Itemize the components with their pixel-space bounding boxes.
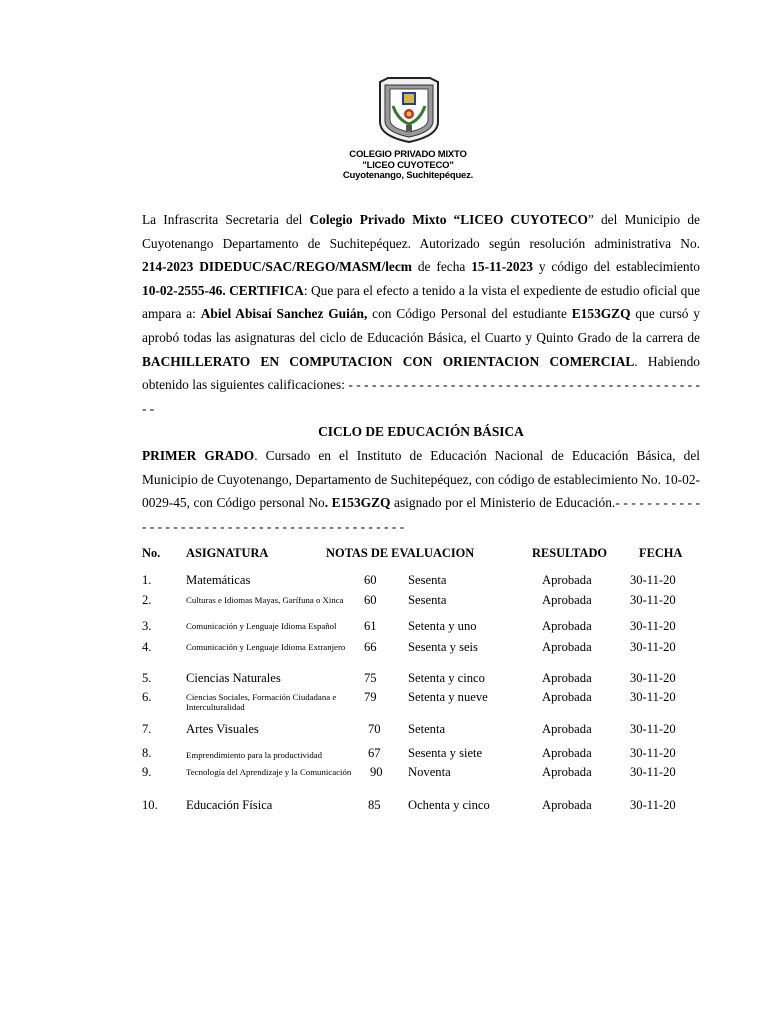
row-result: Aprobada (542, 722, 592, 736)
establishment-code: 10-02-2555-46. CERTIFICA (142, 282, 304, 298)
row-result: Aprobada (542, 573, 592, 587)
row-grade: 90 (370, 765, 383, 779)
row-date: 30-11-20 (630, 593, 676, 607)
row-date: 30-11-20 (630, 746, 676, 760)
school-full-name: Colegio Privado Mixto “LICEO CUYOTECO (309, 212, 588, 227)
table-row (142, 690, 702, 714)
school-name: COLEGIO PRIVADO MIXTO (349, 149, 467, 160)
grade-text: . Cursado en el Instituto de Educación Nacional de Educación Básica, del Municipio de Cuyotenango, Departamento de Suchitepéquez, con código de establecimiento No. 10-02-0029-45, con Código personal No (142, 447, 700, 511)
row-subject: Comunicación y Lenguaje Idioma Extranjero (186, 642, 346, 652)
row-grade: 75 (364, 671, 377, 685)
row-grade: 79 (364, 690, 377, 704)
intro-paragraph (142, 208, 700, 420)
row-subject: Ciencias Sociales, Formación Ciudadana e Interculturalidad (186, 692, 337, 712)
row-result: Aprobada (542, 798, 592, 812)
row-grade-words: Sesenta y siete (408, 746, 483, 760)
row-result: Aprobada (542, 593, 592, 607)
school-location: Cuyotenango, Suchitepéquez. (342, 170, 474, 181)
row-grade-words: Sesenta y seis (408, 640, 478, 654)
intro-text: de fecha (411, 259, 472, 275)
row-grade-words: Setenta (408, 722, 446, 736)
row-result: Aprobada (542, 746, 592, 760)
school-crest-logo (376, 76, 442, 144)
row-date: 30-11-20 (630, 573, 676, 587)
row-grade: 70 (368, 722, 381, 736)
row-date: 30-11-20 (630, 640, 676, 654)
row-grade: 61 (364, 619, 377, 633)
student-code: E153GZQ (571, 306, 631, 322)
row-grade-words: Sesenta (408, 573, 447, 587)
resolution-number: 214-2023 DIDEDUC/SAC/REGO/MASM/lecm (142, 259, 412, 275)
row-number: 9. (142, 765, 152, 779)
row-number: 8. (142, 746, 152, 760)
certificate-body (142, 208, 700, 538)
row-date: 30-11-20 (630, 619, 676, 633)
table-row (142, 593, 702, 617)
row-grade: 67 (368, 746, 381, 760)
row-result: Aprobada (542, 765, 592, 779)
resolution-date: 15-11-2023 (471, 259, 533, 275)
school-alias: "LICEO CUYOTECO" (362, 159, 454, 171)
row-grade-words: Setenta y nueve (408, 690, 488, 704)
row-date: 30-11-20 (630, 798, 676, 812)
grade-level: PRIMER GRADO (142, 447, 255, 463)
intro-text: : Que para el efecto a tenido a la vista el expediente de estudio oficial que ampara a: (142, 282, 701, 322)
intro-text: . Habiendo obtenido las siguientes calificaciones: - - - - - - - - - - - - - - - - - - - - - - - - - - - - - - - - - - - - - - - - - - - - - - - (142, 353, 700, 416)
row-number: 10. (142, 798, 158, 812)
row-grade-words: Setenta y cinco (408, 671, 485, 685)
row-grade-words: Setenta y uno (408, 619, 477, 633)
intro-text: ” del Municipio de Cuyotenango Departamento de Suchitepéquez. Autorizado según resolución administrativa No. (142, 212, 700, 251)
row-number: 7. (142, 722, 152, 736)
row-number: 5. (142, 671, 152, 685)
header-result: RESULTADO (532, 546, 608, 560)
row-subject: Emprendimiento para la productividad (186, 750, 323, 760)
row-grade-words: Ochenta y cinco (408, 798, 490, 812)
row-subject: Ciencias Naturales (186, 671, 281, 685)
school-header (0, 150, 768, 182)
table-row (142, 765, 702, 789)
intro-text: con Código Personal del estudiante (367, 306, 572, 322)
row-subject: Artes Visuales (186, 722, 259, 736)
header-no: No. (142, 546, 161, 560)
row-grade-words: Sesenta (408, 593, 447, 607)
intro-text: que cursó y aprobó todas las asignaturas del ciclo de Educación Básica, el Cuarto y Quinto Grado de la carrera de (142, 306, 701, 345)
row-grade: 60 (364, 573, 377, 587)
row-subject: Tecnología del Aprendizaje y la Comunicación (186, 767, 352, 777)
row-date: 30-11-20 (630, 671, 676, 685)
grade-text: asignado por el Ministerio de Educación.- - - - - - - - - - - - - - - - - - - - - - - - - - - - - - - - - - - - - - - - - - - - - (142, 495, 700, 534)
header-grades: NOTAS DE EVALUACION (326, 546, 475, 560)
intro-text: y código del establecimiento (532, 259, 700, 275)
table-row (142, 722, 702, 746)
row-date: 30-11-20 (630, 690, 676, 704)
row-subject: Comunicación y Lenguaje Idioma Español (186, 621, 337, 631)
row-subject: Educación Física (186, 798, 273, 812)
row-number: 1. (142, 573, 152, 587)
row-number: 2. (142, 593, 152, 607)
table-row (142, 798, 702, 822)
row-number: 3. (142, 619, 152, 633)
row-subject: Matemáticas (186, 573, 251, 587)
intro-text: La Infrascrita Secretaria del (142, 212, 310, 227)
row-result: Aprobada (542, 619, 592, 633)
row-grade-words: Noventa (408, 765, 451, 779)
grade-paragraph (142, 444, 700, 538)
table-row (142, 640, 702, 664)
row-result: Aprobada (542, 640, 592, 654)
row-number: 4. (142, 640, 152, 654)
cycle-title: CICLO DE EDUCACIÓN BÁSICA (318, 424, 524, 440)
career-name: BACHILLERATO EN COMPUTACION CON ORIENTACION COMERCIAL (142, 353, 635, 369)
row-date: 30-11-20 (630, 765, 676, 779)
header-date: FECHA (639, 546, 683, 560)
row-grade: 60 (364, 593, 377, 607)
row-subject: Culturas e Idiomas Mayas, Garífuna o Xinca (186, 595, 344, 605)
row-date: 30-11-20 (630, 722, 676, 736)
header-subject: ASIGNATURA (186, 546, 269, 560)
row-grade: 85 (368, 798, 381, 812)
row-number: 6. (142, 690, 152, 704)
row-grade: 66 (364, 640, 377, 654)
row-result: Aprobada (542, 690, 592, 704)
row-result: Aprobada (542, 671, 592, 685)
personal-code: . E153GZQ (324, 495, 391, 511)
student-name: Abiel Abisaí Sanchez Guián, (200, 306, 368, 322)
